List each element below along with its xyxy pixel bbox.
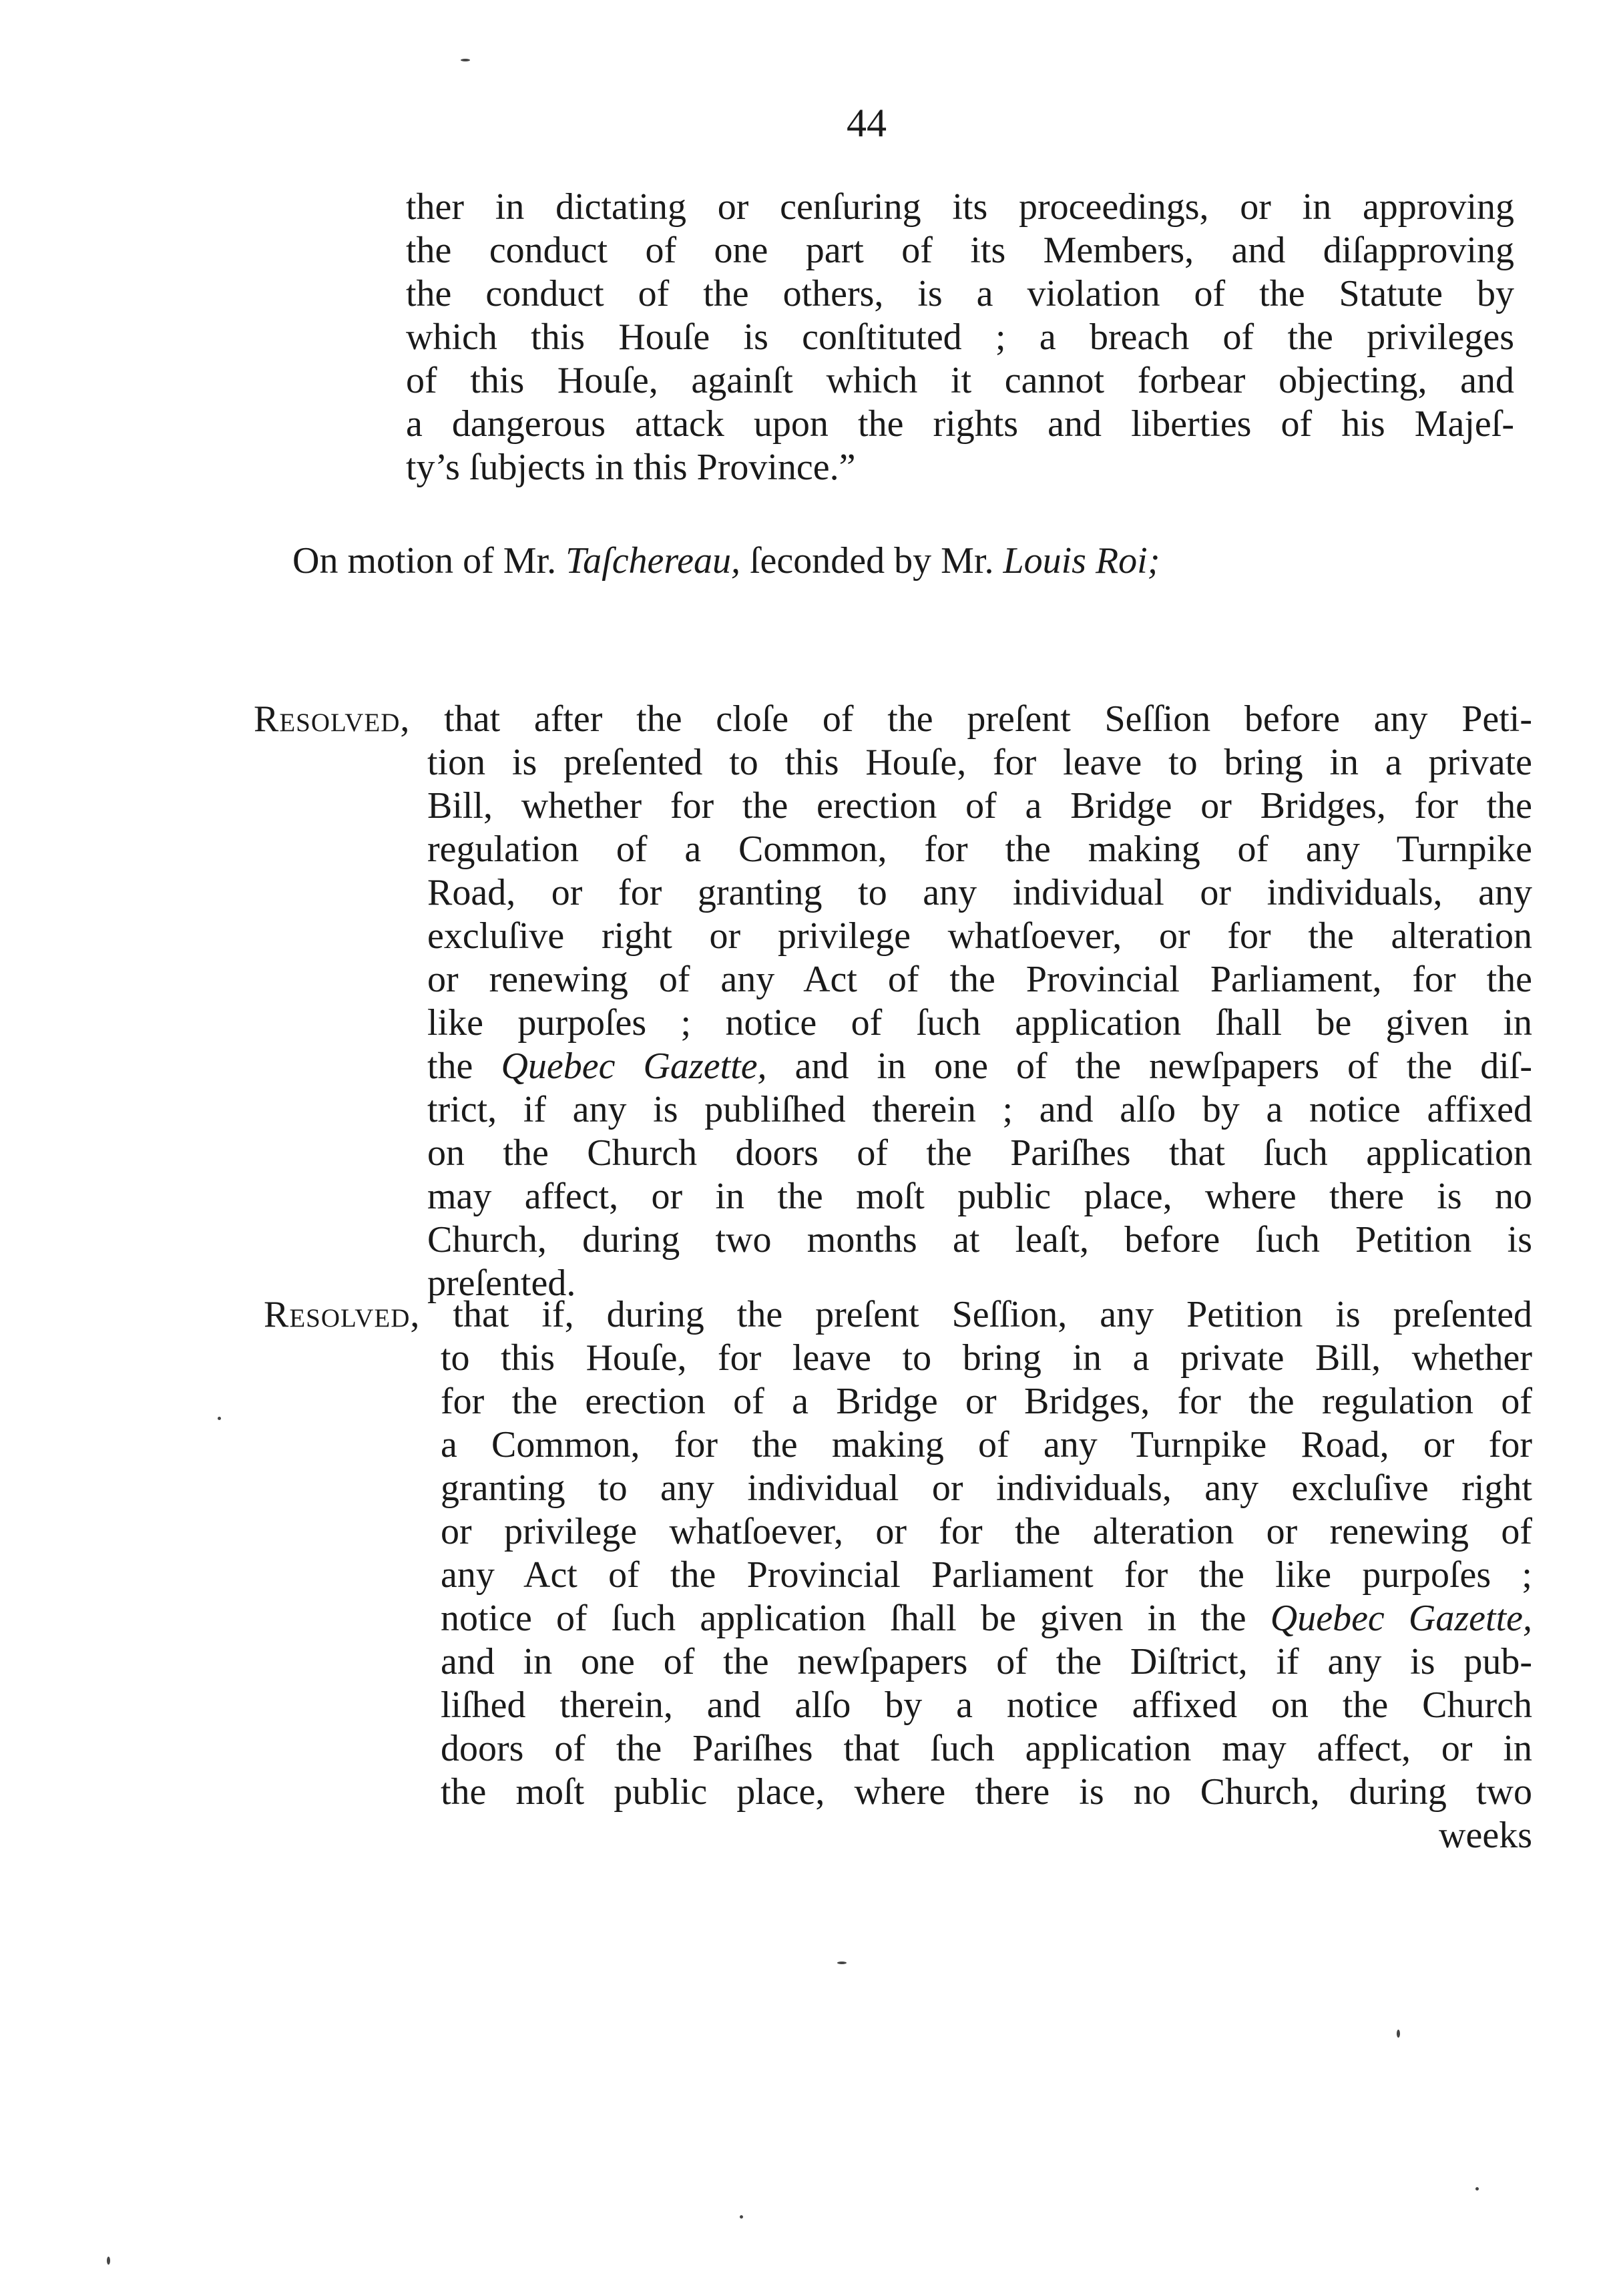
- gazette-title: Quebec Gazette,: [1270, 1598, 1532, 1639]
- text-line: the moſt public place, where there is no Church, during two: [441, 1771, 1532, 1813]
- text-line: ther in dictating or cenſuring its proceedings, or in approving: [406, 186, 1514, 228]
- paper-speck: [1397, 2030, 1400, 2038]
- text-line: granting to any individual or individuals, any excluſive right: [441, 1467, 1532, 1509]
- text-line: which this Houſe is conſtituted ; a breach of the privileges: [406, 316, 1514, 358]
- text-line: preſented.: [427, 1262, 576, 1304]
- text-line: liſhed therein, and alſo by a notice affixed on the Church: [441, 1684, 1532, 1726]
- resolution-2: [264, 1293, 1532, 1857]
- text-line: like purpoſes ; notice of ſuch application ſhall be given in: [427, 1002, 1532, 1044]
- text-line: a dangerous attack upon the rights and liberties of his Majeſ-: [406, 403, 1514, 445]
- motion-prefix: On motion of Mr.: [292, 540, 566, 582]
- paper-speck: [837, 1962, 847, 1964]
- text-line: of this Houſe, againſt which it cannot forbear objecting, and: [406, 360, 1514, 401]
- seconder-name: Louis Roi;: [1003, 540, 1160, 582]
- gazette-prefix: notice of ſuch application ſhall be given in the: [441, 1598, 1270, 1639]
- page-number: 44: [847, 101, 887, 145]
- text-line: the conduct of the others, is a violation of the Statute by: [406, 273, 1514, 314]
- text-line: regulation of a Common, for the making of any Turnpike: [427, 829, 1532, 870]
- gazette-title: Quebec Gazette,: [501, 1046, 767, 1087]
- resolution-first-line-text: that if, during the preſent Seſſion, any Petition is preſented: [420, 1294, 1532, 1335]
- text-line: and in one of the newſpapers of the Diſtrict, if any is pub-: [441, 1641, 1532, 1682]
- resolution-first-line: [264, 1293, 1532, 1337]
- resolution-1: [254, 698, 1532, 1305]
- text-line: a Common, for the making of any Turnpike Road, or for: [441, 1424, 1532, 1465]
- text-line: or privilege whatſoever, or for the alteration or renewing of: [441, 1511, 1532, 1552]
- text-line: any Act of the Provincial Parliament for the like purpoſes ;: [441, 1554, 1532, 1596]
- text-line: tion is preſented to this Houſe, for leave to bring in a private: [427, 742, 1532, 783]
- text-line: doors of the Pariſhes that ſuch application may affect, or in: [441, 1728, 1532, 1769]
- paper-speck: [107, 2257, 110, 2265]
- mover-name: Taſchereau,: [565, 540, 740, 582]
- resolved-keyword: Resolved,: [254, 698, 411, 740]
- text-line: ty’s ſubjects in this Province.”: [406, 447, 856, 488]
- text-line: on the Church doors of the Pariſhes that ſuch application: [427, 1132, 1532, 1174]
- gazette-prefix: the: [427, 1046, 501, 1087]
- resolution-first-line: [254, 698, 1532, 741]
- text-line: to this Houſe, for leave to bring in a private Bill, whether: [441, 1337, 1532, 1379]
- text-line: the conduct of one part of its Members, and diſapproving: [406, 230, 1514, 271]
- paper-speck: [1475, 2187, 1479, 2191]
- text-line: Road, or for granting to any individual or individuals, any: [427, 872, 1532, 913]
- text-line: for the erection of a Bridge or Bridges, for the regulation of: [441, 1381, 1532, 1422]
- text-line: may affect, or in the moſt public place, where there is no: [427, 1176, 1532, 1217]
- motion-line: [292, 539, 1160, 583]
- text-line: trict, if any is publiſhed therein ; and alſo by a notice affixed: [427, 1089, 1532, 1130]
- gazette-line: [264, 1597, 1532, 1640]
- text-line: or renewing of any Act of the Provincial Parliament, for the: [427, 959, 1532, 1000]
- motion-middle: ſeconded by Mr.: [740, 540, 1003, 582]
- resolution-first-line-text: that after the cloſe of the preſent Seſſion before any Peti-: [410, 698, 1532, 740]
- text-line: Church, during two months at leaſt, before ſuch Petition is: [427, 1219, 1532, 1260]
- paper-speck: [740, 2215, 743, 2219]
- gazette-line: [254, 1045, 1532, 1088]
- quote-continuation: [406, 186, 1514, 489]
- text-line: Bill, whether for the erection of a Bridge or Bridges, for the: [427, 785, 1532, 827]
- resolved-keyword: Resolved,: [264, 1294, 421, 1335]
- paper-speck: [218, 1417, 221, 1420]
- gazette-suffix: and in one of the newſpapers of the diſ-: [766, 1046, 1532, 1087]
- text-line: excluſive right or privilege whatſoever, or for the alteration: [427, 915, 1532, 957]
- catchword: weeks: [1439, 1815, 1532, 1856]
- paper-speck: [461, 59, 470, 61]
